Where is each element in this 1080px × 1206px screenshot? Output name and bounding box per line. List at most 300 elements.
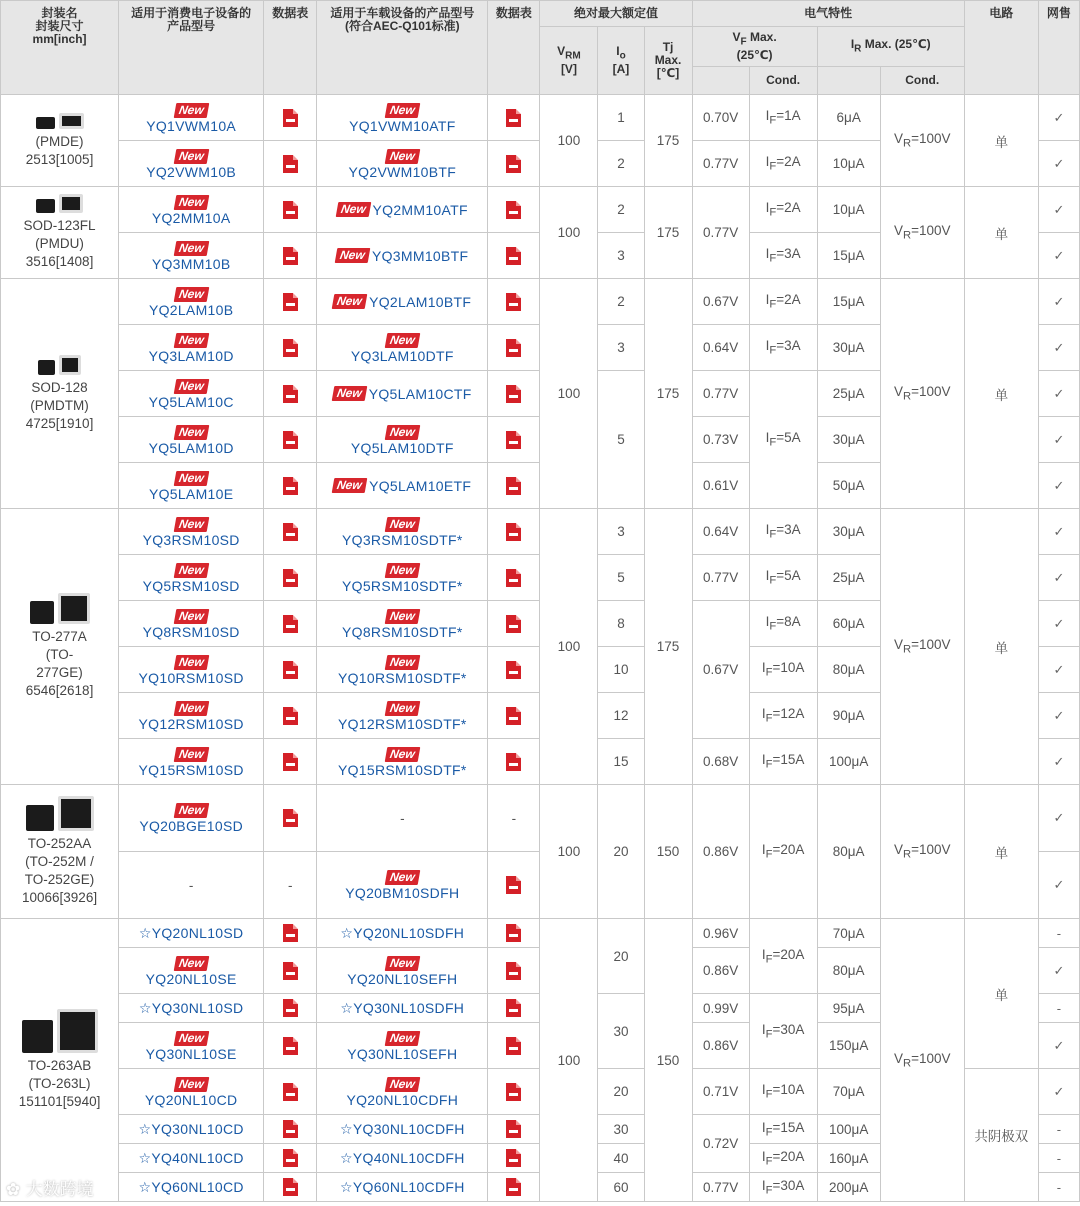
io-value: 12 xyxy=(598,693,644,739)
online-sale-value: ✓ xyxy=(1038,187,1079,233)
datasheet-cell xyxy=(264,601,317,647)
automotive-part-cell[interactable] xyxy=(317,1173,488,1202)
header-circuit: 电路 xyxy=(964,1,1038,95)
new-badge: New xyxy=(173,701,208,716)
consumer-part-cell[interactable] xyxy=(119,141,264,187)
if-symbol: $I_F$ xyxy=(765,430,777,449)
pdf-icon[interactable] xyxy=(506,293,521,311)
pdf-icon[interactable] xyxy=(283,201,298,219)
new-badge: New xyxy=(173,241,208,256)
datasheet-cell xyxy=(264,919,317,948)
pdf-icon[interactable] xyxy=(283,247,298,265)
if-condition xyxy=(749,601,817,647)
io-value: 3 xyxy=(598,509,644,555)
consumer-part-cell[interactable] xyxy=(119,785,264,852)
datasheet-cell xyxy=(488,994,540,1023)
header-ir: $I_R$ Max. (25℃) xyxy=(817,27,964,67)
pdf-icon[interactable] xyxy=(283,707,298,725)
ir-value: 25μA xyxy=(817,371,880,417)
header-ir-blank xyxy=(817,67,880,95)
io-value: 20 xyxy=(598,919,644,994)
datasheet-cell xyxy=(264,555,317,601)
datasheet-cell xyxy=(264,1173,317,1202)
tj-value: 150 xyxy=(644,785,692,919)
datasheet-cell xyxy=(488,233,540,279)
datasheet-cell xyxy=(488,1173,540,1202)
dash-text: - xyxy=(400,810,405,826)
automotive-part-number: YQ5RSM10SDTF* xyxy=(342,577,463,594)
new-badge: New xyxy=(385,149,420,164)
if-symbol: $I_F$ xyxy=(765,568,777,587)
consumer-part-cell[interactable] xyxy=(119,187,264,233)
new-badge: New xyxy=(385,333,420,348)
consumer-part-cell[interactable] xyxy=(119,1069,264,1115)
vf-value: 0.86V xyxy=(692,785,749,919)
automotive-part-cell[interactable] xyxy=(317,325,488,371)
if-value: =30A xyxy=(772,1177,805,1193)
ir-value: 90μA xyxy=(817,693,880,739)
if-value: =2A xyxy=(776,154,801,170)
online-sale-value: ✓ xyxy=(1038,233,1079,279)
pdf-icon[interactable] xyxy=(506,962,521,980)
automotive-part-cell[interactable] xyxy=(317,279,488,325)
ir-value: 100μA xyxy=(817,1115,880,1144)
ir-value: 15μA xyxy=(817,233,880,279)
new-badge: New xyxy=(385,563,420,578)
automotive-part-cell[interactable] xyxy=(317,371,488,417)
pdf-icon[interactable] xyxy=(506,109,521,127)
dash-text: - xyxy=(511,810,517,826)
automotive-part-number: YQ3LAM10DTF xyxy=(350,347,454,364)
ir-value: 25μA xyxy=(817,555,880,601)
automotive-part-cell[interactable] xyxy=(317,919,488,948)
io-value: 30 xyxy=(598,994,644,1069)
ir-value: 30μA xyxy=(817,509,880,555)
vf-value: 0.77V xyxy=(692,371,749,417)
datasheet-cell xyxy=(488,417,540,463)
consumer-part-cell[interactable] xyxy=(119,1173,264,1202)
pdf-icon[interactable] xyxy=(283,999,298,1017)
online-sale-value: ✓ xyxy=(1038,647,1079,693)
if-value: =8A xyxy=(776,614,801,630)
new-badge: New xyxy=(385,1031,420,1046)
pdf-icon[interactable] xyxy=(506,661,521,679)
package-name: SOD-128 (PMDTM) 4725[1910] xyxy=(25,379,94,431)
consumer-part-cell[interactable] xyxy=(119,948,264,994)
header-consumer: 适用于消费电子设备的 产品型号 xyxy=(119,1,264,95)
consumer-part-cell[interactable] xyxy=(119,1144,264,1173)
pdf-icon[interactable] xyxy=(283,1037,298,1055)
new-badge: New xyxy=(173,1077,208,1092)
vf-value: 0.67V xyxy=(692,601,749,739)
if-symbol: $I_F$ xyxy=(765,292,777,311)
pdf-icon[interactable] xyxy=(283,753,298,771)
pdf-icon[interactable] xyxy=(506,1149,521,1167)
vf-value: 0.99V xyxy=(692,994,749,1023)
pdf-icon[interactable] xyxy=(283,809,298,827)
pdf-icon[interactable] xyxy=(283,155,298,173)
online-sale-value: ✓ xyxy=(1038,509,1079,555)
pdf-icon[interactable] xyxy=(283,661,298,679)
consumer-part-number: YQ5LAM10D xyxy=(148,439,234,456)
consumer-part-number: ☆YQ60NL10CD xyxy=(138,1178,244,1195)
datasheet-cell xyxy=(264,417,317,463)
datasheet-cell xyxy=(488,555,540,601)
pdf-icon[interactable] xyxy=(283,1120,298,1138)
if-symbol: $I_F$ xyxy=(761,752,773,771)
pdf-icon[interactable] xyxy=(506,431,521,449)
consumer-part-cell[interactable] xyxy=(119,739,264,785)
datasheet-cell xyxy=(264,948,317,994)
package-name: TO-263AB (TO-263L) 151101[5940] xyxy=(18,1058,101,1109)
new-badge: New xyxy=(173,379,208,394)
package-image xyxy=(22,1009,98,1053)
online-sale-value: ✓ xyxy=(1038,693,1079,739)
pdf-icon[interactable] xyxy=(283,1178,298,1196)
consumer-part-cell[interactable] xyxy=(119,1115,264,1144)
if-condition xyxy=(749,187,817,233)
online-sale-value: ✓ xyxy=(1038,1069,1079,1115)
package-image xyxy=(30,593,90,624)
automotive-part-cell[interactable] xyxy=(317,739,488,785)
consumer-part-cell[interactable] xyxy=(119,601,264,647)
consumer-part-cell[interactable] xyxy=(119,95,264,141)
consumer-part-number: YQ20BGE10SD xyxy=(139,818,243,834)
automotive-part-cell[interactable] xyxy=(317,555,488,601)
header-electrical: 电气特性 xyxy=(692,1,964,27)
tj-value: 175 xyxy=(644,509,692,785)
new-badge: New xyxy=(385,1077,420,1092)
header-online-sale: 网售 xyxy=(1038,1,1079,95)
consumer-part-number: YQ20NL10SE xyxy=(145,970,237,987)
io-value: 3 xyxy=(598,325,644,371)
consumer-part-cell[interactable] xyxy=(119,509,264,555)
consumer-part-number: YQ3RSM10SD xyxy=(142,531,240,548)
consumer-part-cell[interactable] xyxy=(119,1023,264,1069)
consumer-part-cell[interactable] xyxy=(119,371,264,417)
new-badge: New xyxy=(385,870,420,885)
automotive-part-cell[interactable] xyxy=(317,509,488,555)
io-value: 40 xyxy=(598,1144,644,1173)
datasheet-cell xyxy=(264,509,317,555)
datasheet-cell xyxy=(488,141,540,187)
ir-value: 80μA xyxy=(817,948,880,994)
pdf-icon[interactable] xyxy=(283,962,298,980)
new-badge: New xyxy=(173,563,208,578)
table-row xyxy=(1,785,1080,852)
automotive-part-number: YQ3RSM10SDTF* xyxy=(342,531,463,548)
datasheet-cell xyxy=(264,141,317,187)
automotive-part-cell[interactable] xyxy=(317,693,488,739)
automotive-part-number: ☆YQ30NL10CDFH xyxy=(340,1120,465,1137)
pdf-icon[interactable] xyxy=(506,247,521,265)
automotive-part-cell[interactable] xyxy=(317,994,488,1023)
online-sale-value: ✓ xyxy=(1038,141,1079,187)
automotive-part-number: YQ2LAM10BTF xyxy=(369,293,472,310)
tj-value: 175 xyxy=(644,187,692,279)
consumer-part-cell xyxy=(119,852,264,919)
if-value: =1A xyxy=(776,108,801,124)
ir-value: 10μA xyxy=(817,141,880,187)
new-badge: New xyxy=(173,195,208,210)
if-condition xyxy=(749,693,817,739)
if-condition xyxy=(749,1115,817,1144)
header-vf-cond: Cond. xyxy=(749,67,817,95)
consumer-part-cell[interactable] xyxy=(119,994,264,1023)
dash-text: - xyxy=(188,877,194,893)
datasheet-cell xyxy=(264,785,317,852)
pdf-icon[interactable] xyxy=(506,707,521,725)
header-vf-blank xyxy=(692,67,749,95)
vf-value: 0.64V xyxy=(692,509,749,555)
new-badge: New xyxy=(173,1031,208,1046)
if-symbol: $I_F$ xyxy=(761,1148,773,1168)
new-badge: New xyxy=(385,517,420,532)
automotive-part-cell[interactable] xyxy=(317,1115,488,1144)
if-condition xyxy=(749,785,817,919)
io-value: 3 xyxy=(598,233,644,279)
automotive-part-cell[interactable] xyxy=(317,1144,488,1173)
if-value: =20A xyxy=(772,1148,805,1164)
pdf-icon[interactable] xyxy=(283,1149,298,1167)
new-badge: New xyxy=(332,386,367,401)
online-sale-value: - xyxy=(1038,1115,1079,1144)
consumer-part-number: YQ2MM10A xyxy=(151,209,231,226)
ir-value: 95μA xyxy=(817,994,880,1023)
online-sale-value: ✓ xyxy=(1038,95,1079,141)
pdf-icon[interactable] xyxy=(283,109,298,127)
consumer-part-cell[interactable] xyxy=(119,555,264,601)
datasheet-cell xyxy=(488,1115,540,1144)
consumer-part-number: YQ8RSM10SD xyxy=(142,623,240,640)
datasheet-cell xyxy=(264,1115,317,1144)
vf-value: 0.96V xyxy=(692,919,749,948)
consumer-part-number: YQ2VWM10B xyxy=(146,163,237,180)
pdf-icon[interactable] xyxy=(283,523,298,541)
new-badge: New xyxy=(335,248,370,263)
tj-value: 150 xyxy=(644,919,692,1202)
vrm-value: 100 xyxy=(540,785,598,919)
consumer-part-cell[interactable] xyxy=(119,647,264,693)
automotive-part-cell[interactable] xyxy=(317,95,488,141)
consumer-part-number: YQ3LAM10D xyxy=(148,347,234,364)
online-sale-value: ✓ xyxy=(1038,739,1079,785)
header-package: 封装名 封装尺寸 mm[inch] xyxy=(1,1,119,95)
pdf-icon[interactable] xyxy=(506,924,521,942)
consumer-part-cell[interactable] xyxy=(119,463,264,509)
online-sale-value: ✓ xyxy=(1038,948,1079,994)
new-badge: New xyxy=(173,471,208,486)
circuit-value: 单 xyxy=(964,279,1038,509)
pdf-icon[interactable] xyxy=(283,477,298,495)
automotive-part-cell[interactable] xyxy=(317,463,488,509)
datasheet-cell xyxy=(264,1023,317,1069)
vf-value: 0.64V xyxy=(692,325,749,371)
automotive-part-cell xyxy=(317,785,488,852)
package-name: TO-252AA (TO-252M / TO-252GE) 10066[3926] xyxy=(22,836,98,905)
consumer-part-cell[interactable] xyxy=(119,417,264,463)
pdf-icon[interactable] xyxy=(283,615,298,633)
consumer-part-number: YQ1VWM10A xyxy=(146,117,237,134)
io-value: 30 xyxy=(598,1115,644,1144)
package-name: (PMDE) 2513[1005] xyxy=(25,133,94,167)
pdf-icon[interactable] xyxy=(506,1083,521,1101)
if-value: =3A xyxy=(776,338,801,354)
online-sale-value: - xyxy=(1038,1144,1079,1173)
datasheet-cell xyxy=(264,852,317,919)
consumer-part-cell[interactable] xyxy=(119,233,264,279)
package-image xyxy=(26,796,94,831)
if-condition xyxy=(749,647,817,693)
automotive-part-number: ☆YQ30NL10SDFH xyxy=(340,999,465,1016)
datasheet-cell xyxy=(488,325,540,371)
pdf-icon[interactable] xyxy=(283,924,298,942)
vrm-value: 100 xyxy=(540,919,598,1202)
automotive-part-cell[interactable] xyxy=(317,601,488,647)
pdf-icon[interactable] xyxy=(506,523,521,541)
vrm-value: 100 xyxy=(540,187,598,279)
consumer-part-cell[interactable] xyxy=(119,325,264,371)
pdf-icon[interactable] xyxy=(506,999,521,1017)
io-value: 8 xyxy=(598,601,644,647)
dash-text: - xyxy=(287,877,293,893)
if-value: =30A xyxy=(772,1021,805,1037)
automotive-part-cell[interactable] xyxy=(317,141,488,187)
datasheet-cell xyxy=(264,187,317,233)
table-row xyxy=(1,187,1080,233)
header-io: $I_o$ [A] xyxy=(598,27,644,95)
vf-value: 0.77V xyxy=(692,187,749,279)
datasheet-cell xyxy=(488,785,540,852)
new-badge: New xyxy=(332,294,367,309)
pdf-icon[interactable] xyxy=(506,876,521,894)
if-condition xyxy=(749,279,817,325)
consumer-part-number: YQ15RSM10SD xyxy=(138,761,244,778)
consumer-part-number: YQ10RSM10SD xyxy=(138,669,244,686)
if-symbol: $I_F$ xyxy=(765,246,777,265)
vf-value: 0.86V xyxy=(692,1023,749,1069)
automotive-part-number: YQ5LAM10CTF xyxy=(368,385,472,402)
online-sale-value: ✓ xyxy=(1038,325,1079,371)
pdf-icon[interactable] xyxy=(283,431,298,449)
if-symbol: $I_F$ xyxy=(761,660,773,679)
if-value: =2A xyxy=(776,292,801,308)
if-value: =2A xyxy=(776,200,801,216)
vr-condition: $V_R=100V$ xyxy=(880,95,964,187)
ir-value: 6μA xyxy=(817,95,880,141)
table-row xyxy=(1,95,1080,141)
consumer-part-number: ☆YQ40NL10CD xyxy=(138,1149,244,1166)
pdf-icon[interactable] xyxy=(506,155,521,173)
automotive-part-cell[interactable] xyxy=(317,1023,488,1069)
if-value: =3A xyxy=(776,522,801,538)
consumer-part-number: YQ30NL10SE xyxy=(145,1045,237,1062)
package-image xyxy=(36,113,84,129)
io-value: 5 xyxy=(598,555,644,601)
vr-condition: $V_R=100V$ xyxy=(880,785,964,919)
pdf-icon[interactable] xyxy=(283,1083,298,1101)
datasheet-cell xyxy=(264,1144,317,1173)
new-badge: New xyxy=(173,956,208,971)
if-condition xyxy=(749,509,817,555)
pdf-icon[interactable] xyxy=(283,293,298,311)
package-cell xyxy=(1,187,119,279)
datasheet-cell xyxy=(488,693,540,739)
if-symbol: $I_F$ xyxy=(765,338,777,357)
consumer-part-cell[interactable] xyxy=(119,919,264,948)
automotive-part-cell[interactable] xyxy=(317,417,488,463)
datasheet-cell xyxy=(488,601,540,647)
package-cell xyxy=(1,95,119,187)
pdf-icon[interactable] xyxy=(283,385,298,403)
new-badge: New xyxy=(173,517,208,532)
pdf-icon[interactable] xyxy=(283,569,298,587)
circuit-value: 共阴极双 xyxy=(964,1069,1038,1202)
pdf-icon[interactable] xyxy=(506,1037,521,1055)
online-sale-value: ✓ xyxy=(1038,555,1079,601)
package-cell xyxy=(1,919,119,1202)
if-value: =20A xyxy=(772,842,805,858)
pdf-icon[interactable] xyxy=(506,1178,521,1196)
if-value: =15A xyxy=(772,752,805,768)
tj-value: 175 xyxy=(644,279,692,509)
ir-value: 80μA xyxy=(817,647,880,693)
pdf-icon[interactable] xyxy=(506,385,521,403)
datasheet-cell xyxy=(488,509,540,555)
new-badge: New xyxy=(173,333,208,348)
automotive-part-cell[interactable] xyxy=(317,948,488,994)
automotive-part-cell[interactable] xyxy=(317,852,488,919)
if-condition xyxy=(749,739,817,785)
pdf-icon[interactable] xyxy=(506,477,521,495)
header-abs-max: 绝对最大额定值 xyxy=(540,1,692,27)
if-symbol: $I_F$ xyxy=(761,1177,773,1197)
vf-value: 0.73V xyxy=(692,417,749,463)
if-condition xyxy=(749,141,817,187)
automotive-part-cell[interactable] xyxy=(317,187,488,233)
vr-condition: $V_R=100V$ xyxy=(880,187,964,279)
consumer-part-cell[interactable] xyxy=(119,279,264,325)
if-symbol: $I_F$ xyxy=(765,200,777,219)
consumer-part-cell[interactable] xyxy=(119,693,264,739)
automotive-part-cell[interactable] xyxy=(317,233,488,279)
new-badge: New xyxy=(173,103,208,118)
vr-condition: $V_R=100V$ xyxy=(880,919,964,1202)
automotive-part-number: YQ1VWM10ATF xyxy=(349,117,456,134)
automotive-part-number: YQ15RSM10SDTF* xyxy=(337,761,467,778)
table-row xyxy=(1,279,1080,325)
pdf-icon[interactable] xyxy=(506,339,521,357)
pdf-icon[interactable] xyxy=(506,753,521,771)
if-value: =20A xyxy=(772,946,805,962)
consumer-part-number: YQ5RSM10SD xyxy=(142,577,240,594)
vrm-value: 100 xyxy=(540,95,598,187)
new-badge: New xyxy=(332,478,367,493)
consumer-part-number: YQ5LAM10E xyxy=(148,485,234,502)
if-condition xyxy=(749,994,817,1069)
automotive-part-number: YQ3MM10BTF xyxy=(371,247,469,264)
automotive-part-cell[interactable] xyxy=(317,1069,488,1115)
datasheet-cell xyxy=(488,739,540,785)
automotive-part-cell[interactable] xyxy=(317,647,488,693)
if-condition xyxy=(749,555,817,601)
pdf-icon[interactable] xyxy=(506,569,521,587)
pdf-icon[interactable] xyxy=(283,339,298,357)
pdf-icon[interactable] xyxy=(506,1120,521,1138)
circuit-value: 单 xyxy=(964,509,1038,785)
pdf-icon[interactable] xyxy=(506,201,521,219)
pdf-icon[interactable] xyxy=(506,615,521,633)
